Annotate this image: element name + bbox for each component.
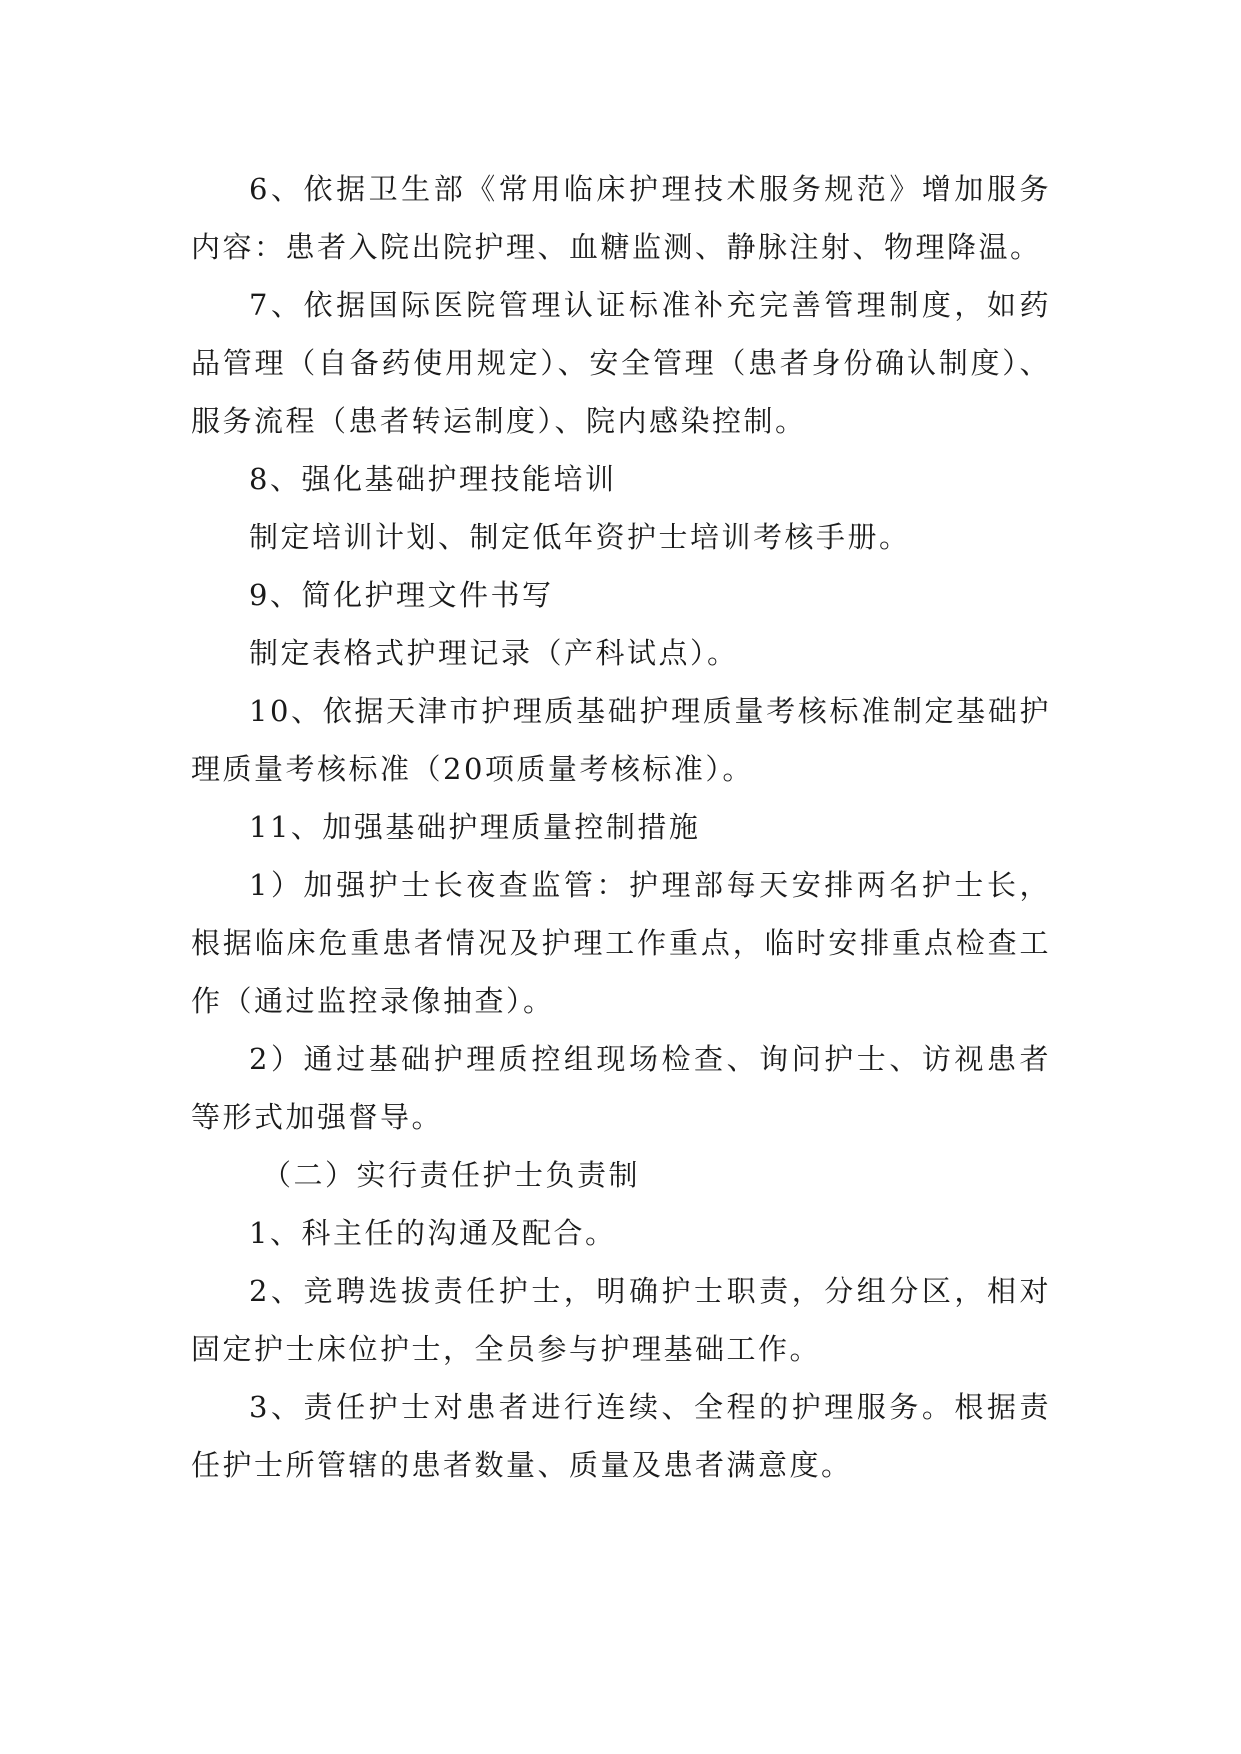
paragraph-11-heading-quality-control: 11、加强基础护理质量控制措施 [249, 810, 701, 844]
paragraph-9-detail: 制定表格式护理记录（产科试点）。 [249, 636, 739, 670]
section-2-item-1: 1、科主任的沟通及配合。 [249, 1216, 617, 1250]
paragraph-6-service-content: 6、依据卫生部《常用临床护理技术服务规范》增加服务内容：患者入院出院护理、血糖监测、静脉注射、物理降温。 [191, 172, 1051, 264]
section-heading-2: （二）实行责任护士负责制 [262, 1158, 641, 1192]
section-2-item-3: 3、责任护士对患者进行连续、全程的护理服务。根据责任护士所管辖的患者数量、质量及患者满意度。 [191, 1390, 1051, 1482]
paragraph-8-detail: 制定培训计划、制定低年资护士培训考核手册。 [249, 520, 911, 554]
paragraph-10-quality-standard: 10、依据天津市护理质基础护理质量考核标准制定基础护理质量考核标准（20项质量考核标准）。 [191, 694, 1051, 786]
paragraph-8-heading-skill-training: 8、强化基础护理技能培训 [249, 462, 617, 496]
paragraph-9-heading-simplify-docs: 9、简化护理文件书写 [249, 578, 554, 612]
document-body [191, 160, 1051, 1494]
section-2-item-2: 2、竞聘选拔责任护士，明确护士职责，分组分区，相对固定护士床位护士，全员参与护理基础工作。 [191, 1274, 1051, 1366]
paragraph-11-item-1: 1）加强护士长夜查监管：护理部每天安排两名护士长，根据临床危重患者情况及护理工作重点，临时安排重点检查工作（通过监控录像抽查）。 [191, 868, 1051, 1018]
paragraph-7-management-system: 7、依据国际医院管理认证标准补充完善管理制度，如药品管理（自备药使用规定）、安全管理（患者身份确认制度）、服务流程（患者转运制度）、院内感染控制。 [191, 288, 1051, 438]
paragraph-11-item-2: 2）通过基础护理质控组现场检查、询问护士、访视患者等形式加强督导。 [191, 1042, 1051, 1134]
